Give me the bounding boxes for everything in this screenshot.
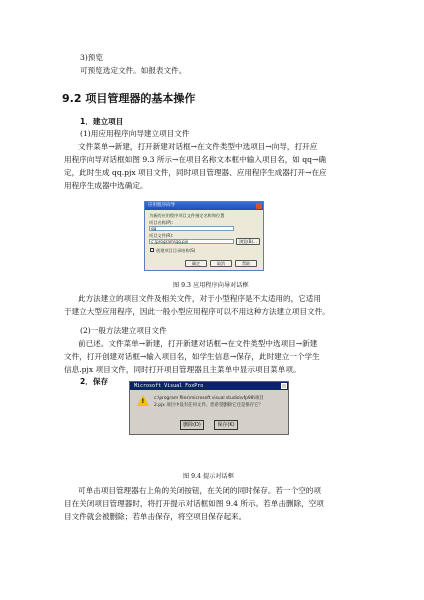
warning-icon xyxy=(137,395,149,406)
save-button[interactable]: 保存(K) xyxy=(214,420,238,430)
para3-line: 目文件就会被删除；若单击保存，将空项目保存起来。 xyxy=(64,512,247,521)
vfp-prompt-title: Microsoft Visual FoxPro xyxy=(134,383,204,389)
para1-line: 文件菜单→新建，打开新建对话框→在文件类型中选项目→向导，打开应 xyxy=(78,142,318,151)
method2-line: 文件，打开创建对话框→输入项目名，如学生信息→保存，此时建立一个学生 xyxy=(64,352,320,361)
section-title: 9.2 项目管理器的基本操作 xyxy=(62,92,196,105)
project-name-input[interactable] xyxy=(149,226,234,231)
project-name-label: 项目名称(P): xyxy=(149,220,173,225)
browse-button[interactable]: 浏览(B)... xyxy=(236,238,260,245)
create-dir-label: 创建项目目录结构(S) xyxy=(156,248,196,253)
help-button[interactable]: 帮助 xyxy=(235,260,257,267)
figure-caption: 图 9.4 提示对话框 xyxy=(183,473,234,480)
project-file-input[interactable] xyxy=(149,239,234,244)
method2-line: 信息.pjx 项目文件，同时打开项目管理器且主菜单中显示项目菜单项。 xyxy=(64,365,301,374)
cancel-button[interactable]: 取消 xyxy=(210,260,232,267)
close-icon[interactable] xyxy=(281,383,287,389)
para3-line: 可单击项目管理器右上角的关闭按钮，在关闭的同时保存。若一个空的项 xyxy=(78,486,321,495)
method2-heading: (2)一般方法建立项目文件 xyxy=(80,326,167,335)
app-wizard-title: 应用程序向导 xyxy=(148,203,175,208)
para2-line: 于建立大型应用程序，因此一般小型应用程序可以不用这种方法建立项目文件。 xyxy=(64,307,330,316)
preview-heading: 3)预览 xyxy=(80,53,103,62)
prompt-message-line: 2.pjx 项目中没有任何文件。您希望删除它还是保存它？ xyxy=(154,403,263,408)
vfp-prompt-dialog xyxy=(129,381,289,435)
project-file-value: c:\program\qq.pjx xyxy=(151,239,189,244)
project-name-value: qq xyxy=(151,226,157,231)
create-dir-checkbox[interactable] xyxy=(150,248,154,252)
para1-line: 用程序生成器中选确定。 xyxy=(64,181,148,190)
delete-button[interactable]: 删除(D) xyxy=(180,420,204,430)
warning-glyph: ! xyxy=(141,398,145,405)
preview-text: 可预览选定文件。如报表文件。 xyxy=(80,66,187,75)
close-icon[interactable] xyxy=(256,203,262,209)
para1-line: 定，此时生成 qq.pjx 项目文件，同时项目管理器、应用程序生成器打开→在应 xyxy=(64,168,327,177)
para1-line: 用程序向导对话框如图 9.3 所示→在项目名称文本框中输入项目名，如 qq→确 xyxy=(64,155,326,164)
method1-heading: (1)用应用程序向导建立项目文件 xyxy=(80,129,190,138)
project-file-label: 项目文件(R): xyxy=(149,233,174,238)
vfp-prompt-titlebar xyxy=(130,382,288,390)
subheading-save: 2．保存 xyxy=(80,377,109,386)
para3-line: 目在关闭项目管理器时，将打开提示对话框如图 9.4 所示。若单击删除，空项 xyxy=(64,499,324,508)
subheading-create-project: 1．建立项目 xyxy=(80,117,124,126)
app-wizard-dialog xyxy=(144,201,264,271)
method2-line: 前已述。文件菜单→新建，打开新建对话框→在文件类型中选项目→新建 xyxy=(78,339,318,348)
wizard-prompt: 为新的应用程序项目文件指定名称和位置 xyxy=(149,213,225,218)
figure-caption: 图 9.3 应用程序向导对话框 xyxy=(173,282,249,289)
app-wizard-titlebar xyxy=(145,202,263,210)
prompt-message-line: c:\program files\microsoft visual studio\vfp98\项目 xyxy=(154,396,264,401)
para2-line: 此方法建立的项目文件及相关文件，对于小型程序是不太适用的，它适用 xyxy=(78,294,321,303)
ok-button[interactable]: 确定 xyxy=(185,260,207,267)
